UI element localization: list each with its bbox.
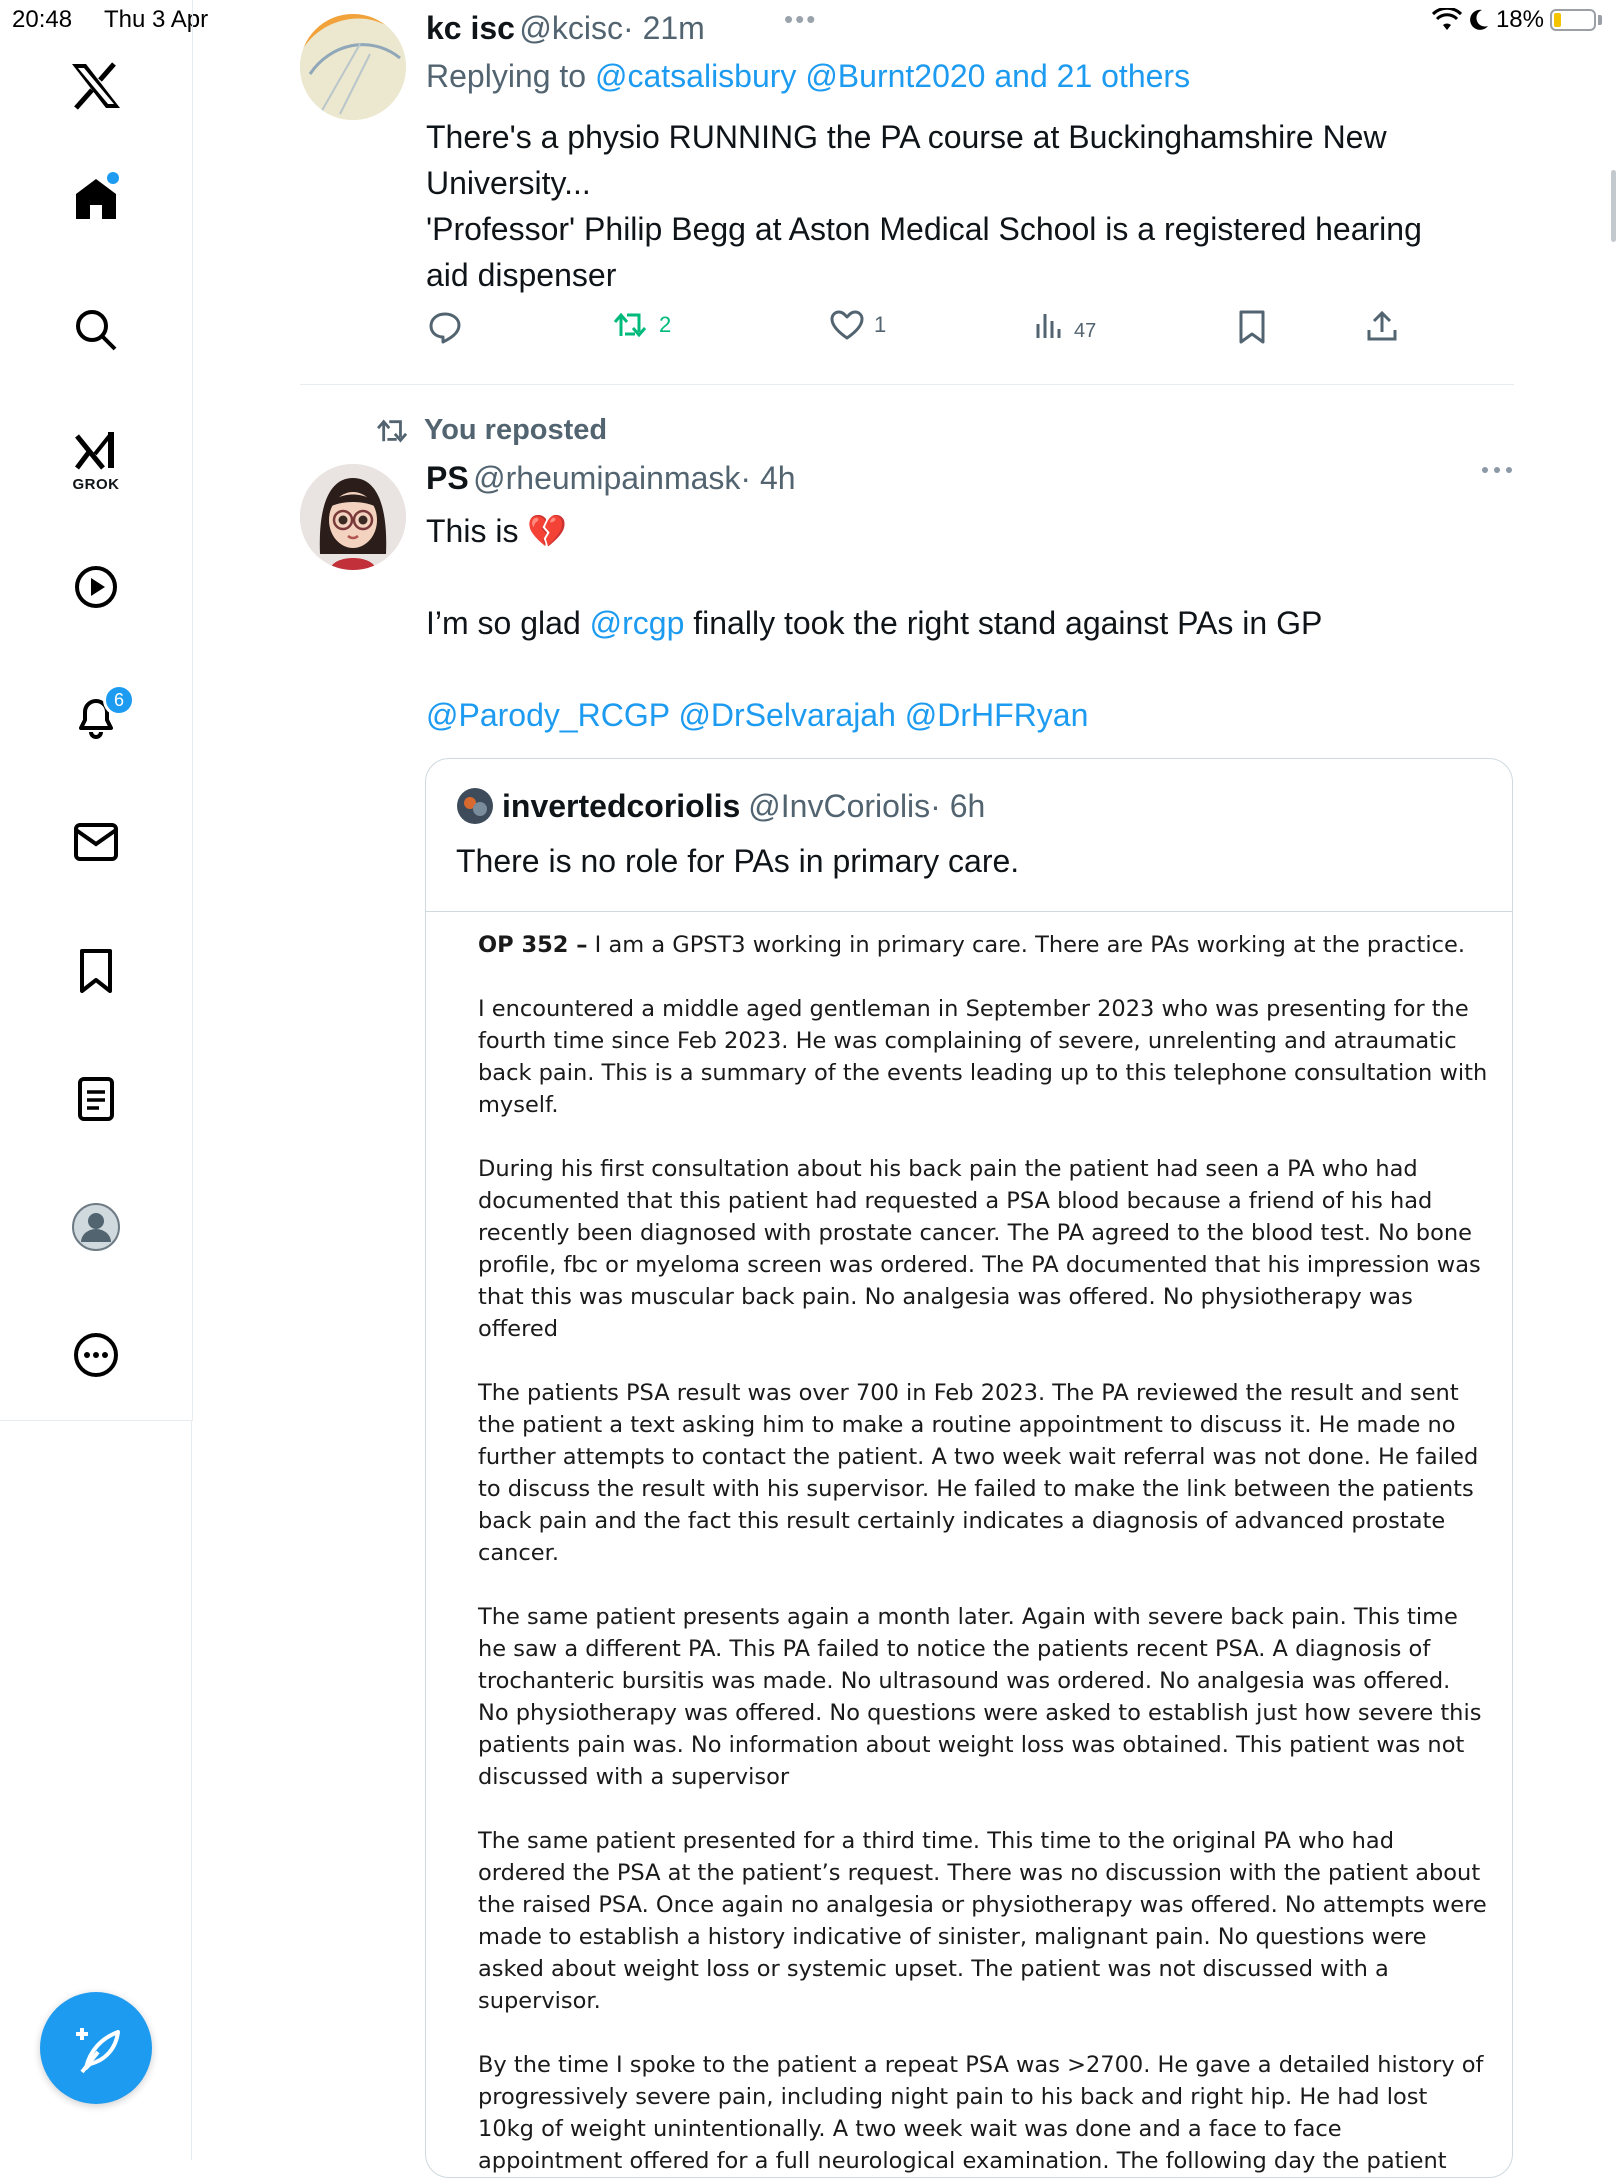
quote-media-separator: [426, 911, 1512, 912]
views-chart-icon: [1034, 310, 1064, 340]
author-name[interactable]: PS: [426, 460, 469, 496]
repost-button[interactable]: [613, 310, 671, 340]
replying-prefix: Replying to: [426, 58, 587, 94]
play-circle-icon: [73, 564, 119, 610]
author-handle[interactable]: @rheumipainmask: [473, 460, 741, 496]
mentions-link[interactable]: @Parody_RCGP @DrSelvarajah @DrHFRyan: [426, 697, 1089, 733]
reposted-indicator: [376, 414, 607, 447]
replying-users-link[interactable]: @catsalisbury @Burnt2020 and 21 others: [594, 58, 1191, 94]
doc-paragraph: The same patient presented for a third time. This time to the original PA who had ordered the PSA at the patient’s request. There was no discussion with the patient about the raised PSA. Once again no analgesia or physiotherapy was offered. No attempts were made to establish a history indicative of sinister, malignant pain. No questions were asked about weight loss or systemic upset. The patient was not discussed with a supervisor.: [478, 1828, 1487, 2014]
like-button[interactable]: [830, 310, 886, 340]
compose-post-button[interactable]: [40, 1992, 152, 2104]
post-time[interactable]: · 4h: [740, 460, 796, 496]
sidebar-nav: [0, 0, 193, 1421]
umbrella-avatar-image: [300, 14, 406, 120]
tweet-header: [426, 10, 705, 47]
quoted-tweet[interactable]: [425, 758, 1513, 2178]
quote-author-handle[interactable]: @InvCoriolis: [748, 787, 931, 824]
tweet-header: [426, 460, 796, 497]
status-bar: [0, 0, 1620, 40]
doc-paragraph: During his first consultation about his back pain the patient had seen a PA who had documented that this patient had requested a PSA blood because a friend of his had recently been diagnosed with prostate cancer. The PA agreed to the blood test. No bone profile, fbc or myeloma screen was ordered. The PA documented that his impression was that this was muscular back pain. No analgesia was offered. No physiotherapy was offered: [478, 1156, 1481, 1342]
quote-author-name[interactable]: invertedcoriolis: [502, 787, 741, 824]
more-options-button[interactable]: [1480, 462, 1514, 483]
doc-intro-text: I am a GPST3 working in primary care. There are PAs working at the practice.: [594, 932, 1465, 958]
tweet-text-line: aid dispenser: [426, 257, 617, 293]
text-prefix: I’m so glad: [426, 605, 581, 641]
scrollbar[interactable]: [1611, 170, 1616, 242]
sidebar-item-video[interactable]: [0, 564, 192, 610]
status-date: Thu 3 Apr: [104, 6, 209, 33]
sidebar-item-more[interactable]: [0, 1332, 192, 1378]
status-time: 20:48: [12, 6, 73, 33]
more-circle-icon: [73, 1332, 119, 1378]
avatar-kcisc[interactable]: [300, 14, 406, 120]
more-horizontal-icon: [1480, 462, 1514, 478]
wifi-icon: [1432, 8, 1462, 32]
tweet-text-line: There's a physio RUNNING the PA course at Buckinghamshire New: [426, 119, 1387, 155]
quote-document-image[interactable]: [478, 929, 1488, 2178]
tweet-text: [426, 114, 1486, 298]
home-unread-dot: [107, 172, 119, 184]
quote-author-avatar[interactable]: [456, 787, 494, 825]
reposted-label: You reposted: [424, 414, 608, 446]
mention-link[interactable]: @rcgp: [589, 605, 685, 641]
quote-time[interactable]: · 6h: [930, 787, 986, 824]
status-indicators: [1432, 4, 1602, 36]
grok-icon: [73, 428, 119, 474]
doc-paragraph: By the time I spoke to the patient a repeat PSA was >2700. He gave a detailed history of progressively severe pain, including night pain to his back and right hip. He had lost 10kg of weight unintentionally. A two week wait was done and a face to face appointment offered for a full neurological examination. The following day the patient: [478, 2052, 1484, 2174]
sidebar-item-notifications[interactable]: [0, 689, 192, 740]
tweet-divider: [300, 384, 1514, 385]
doc-paragraph: The patients PSA result was over 700 in Feb 2023. The PA reviewed the result and sent the patient a text asking him to make a routine appointment to discuss it. He made no further attempts to contact the patient. A two week wait referral was not done. He failed to discuss the result with his supervisor. He failed to make the link between the patients back pain and the fact this result certainly indicates a diagnosis of advanced prostate cancer.: [478, 1380, 1479, 1566]
sidebar-item-lists[interactable]: [0, 1076, 192, 1122]
tweet-text-line: 'Professor' Philip Begg at Aston Medical School is a registered hearing: [426, 211, 1422, 247]
search-icon: [74, 308, 118, 352]
mail-icon: [73, 822, 119, 862]
author-name[interactable]: kc isc: [426, 10, 515, 46]
sidebar-item-home[interactable]: [0, 176, 192, 222]
repost-icon: [376, 417, 410, 445]
battery-percent: 18%: [1495, 6, 1544, 33]
heart-icon: [830, 310, 864, 340]
repost-icon: [613, 310, 649, 340]
battery-icon: [1550, 9, 1596, 31]
repost-count: 2: [659, 312, 672, 337]
post-time[interactable]: · 21m: [623, 10, 705, 46]
like-count: 1: [874, 312, 887, 337]
share-icon: [1366, 310, 1398, 342]
views-button[interactable]: [1034, 310, 1096, 340]
doc-paragraph: The same patient presents again a month later. Again with severe back pain. This time he saw a different PA. This PA failed to notice the patients recent PSA. A diagnosis of trochanteric bursitis was made. No ultrasound was ordered. No analgesia was offered. No physiotherapy was offered. No questions were asked to establish just how severe this patients pain was. No information about weight loss was obtained. This patient was not discussed with a supervisor: [478, 1604, 1482, 1790]
bookmark-button[interactable]: [1238, 310, 1266, 344]
multitasking-dots-icon[interactable]: •••: [784, 4, 818, 34]
text-suffix: finally took the right stand against PAs in GP: [693, 605, 1323, 641]
sidebar-item-messages[interactable]: [0, 822, 192, 862]
replying-to: [426, 58, 1190, 95]
doc-intro: [478, 929, 1488, 961]
author-handle[interactable]: @kcisc: [519, 10, 624, 46]
x-logo[interactable]: [0, 62, 192, 110]
x-logo-icon: [70, 62, 122, 110]
bookmark-icon: [1238, 310, 1266, 344]
doc-title: OP 352 –: [478, 932, 588, 958]
avatar-rheumipainmask[interactable]: [300, 464, 406, 570]
sidebar-item-search[interactable]: [0, 308, 192, 352]
sidebar-item-profile[interactable]: [0, 1202, 192, 1252]
quote-text: There is no role for PAs in primary care.: [456, 843, 1020, 879]
reply-icon: [428, 310, 462, 344]
tweet-text-paragraph: [426, 600, 1322, 646]
doc-paragraph: I encountered a middle aged gentleman in September 2023 who was presenting for the fourth time since Feb 2023. He was complaining of severe, unrelenting and atraumatic back pain. This is a summary of the events leading up to this telephone consultation with myself.: [478, 996, 1488, 1118]
profile-avatar-icon: [71, 1202, 121, 1252]
tweet-actions: [428, 310, 1428, 360]
sidebar-item-bookmarks[interactable]: [0, 948, 192, 994]
reply-button[interactable]: [428, 310, 462, 344]
views-count: 47: [1074, 319, 1097, 342]
moon-icon: [1468, 8, 1490, 32]
sidebar-item-grok[interactable]: [0, 428, 192, 493]
share-button[interactable]: [1366, 310, 1398, 342]
quote-header: [456, 787, 985, 825]
notifications-badge: 6: [103, 684, 135, 716]
tweet-text-line: This is 💔: [426, 513, 568, 549]
list-icon: [77, 1076, 115, 1122]
cartoon-girl-avatar-image: [300, 464, 406, 570]
bookmark-icon: [78, 948, 114, 994]
compose-feather-icon: [68, 2020, 124, 2076]
grok-label: GROK: [72, 476, 120, 493]
battery-level: [1554, 13, 1561, 27]
tweet-text-line: University...: [426, 165, 591, 201]
sidebar-border: [191, 1420, 192, 2160]
battery-tip: [1598, 15, 1602, 25]
